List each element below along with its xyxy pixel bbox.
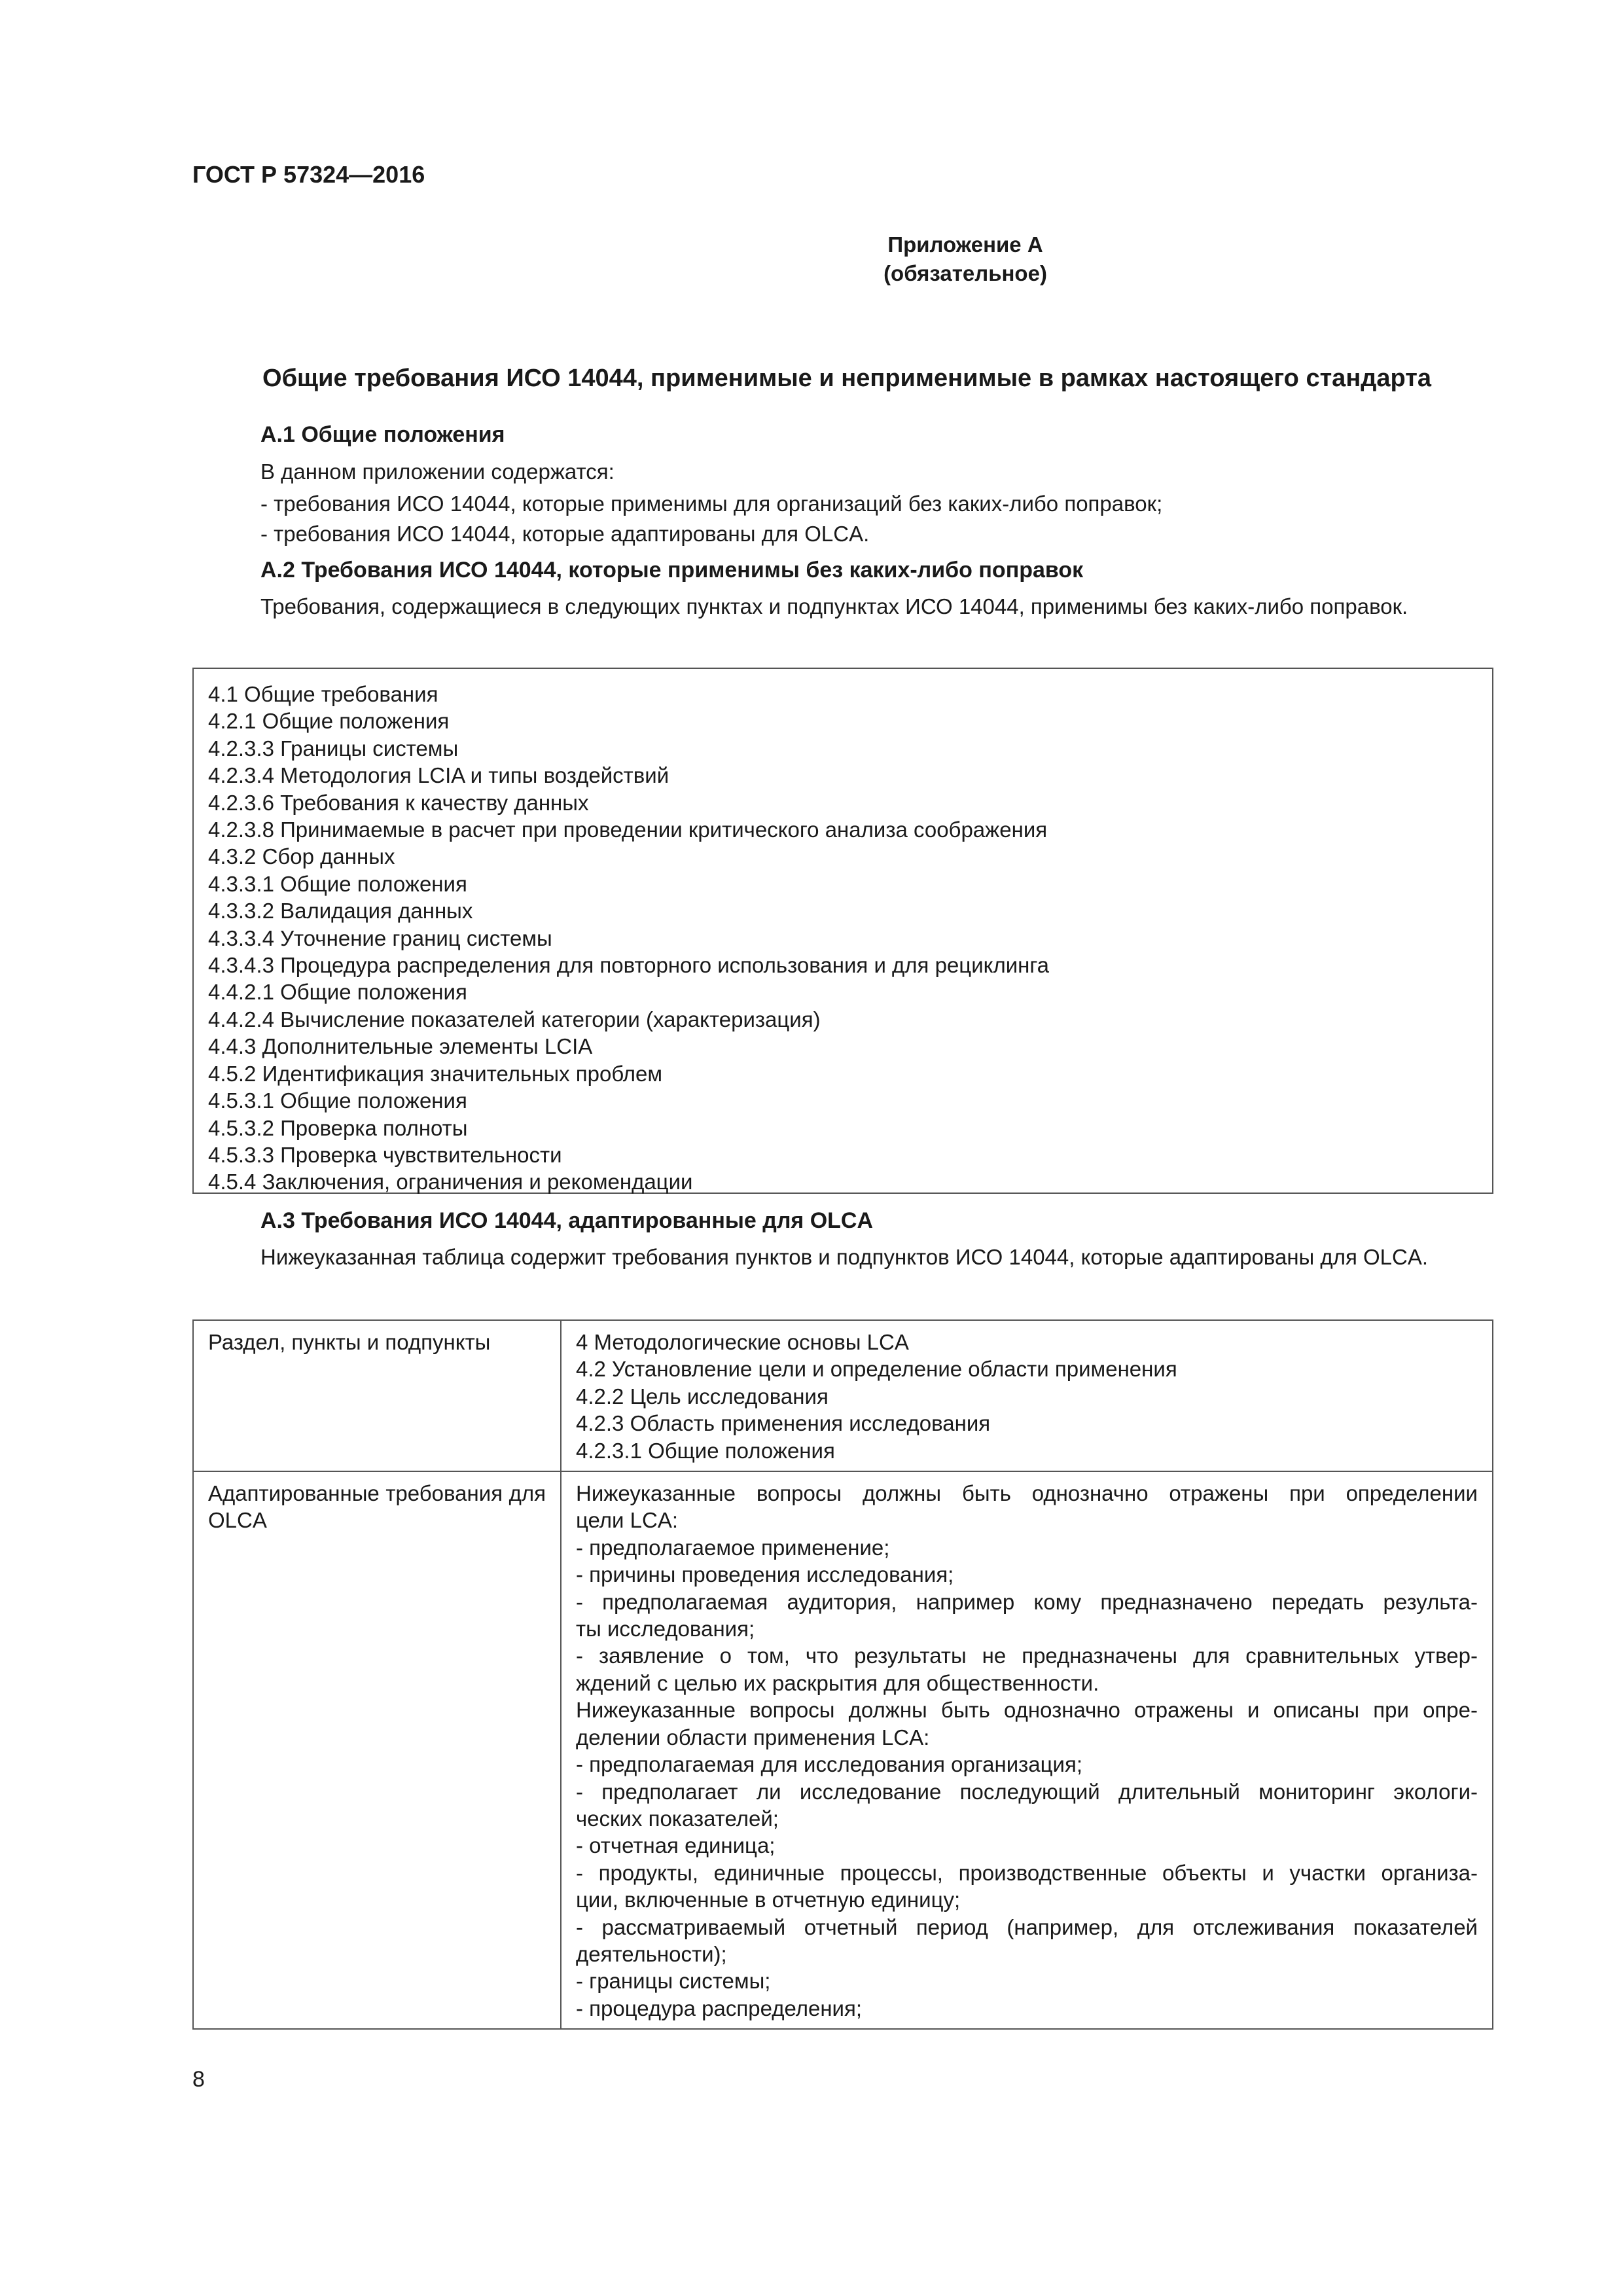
- list-item: - продукты, единичные процессы, производственные объекты и участки организа-: [576, 1860, 1478, 1885]
- list-item: 4.3.3.2 Валидация данных: [208, 899, 473, 924]
- section-a1-item-2: - требования ИСО 14044, которые адаптированы для OLCA.: [260, 522, 870, 546]
- list-item: 4.5.3.2 Проверка полноты: [208, 1115, 468, 1140]
- list-item: 4.2.3.3 Границы системы: [208, 736, 459, 761]
- section-a1-intro: В данном приложении содержатся:: [260, 459, 615, 484]
- section-a2-text: Требования, содержащиеся в следующих пунктах и подпунктах ИСО 14044, применимы без каких-либо поправок.: [260, 594, 1408, 619]
- list-item: 4.2 Установление цели и определение области применения: [576, 1357, 1177, 1382]
- list-item: 4.2.1 Общие положения: [208, 709, 450, 734]
- list-item: ждений с целью их раскрытия для общественности.: [576, 1670, 1099, 1695]
- section-a1-heading: А.1 Общие положения: [260, 422, 505, 447]
- list-item: 4.2.3.6 Требования к качеству данных: [208, 790, 589, 815]
- annex-title: Приложение А: [887, 232, 1043, 257]
- list-item: - предполагаемая для исследования организация;: [576, 1752, 1083, 1777]
- list-item: - рассматриваемый отчетный период (например, для отслеживания показателей: [576, 1914, 1478, 1939]
- table-row: [193, 1471, 1493, 2029]
- list-item: Нижеуказанные вопросы должны быть однозначно отражены и описаны при опре-: [576, 1698, 1478, 1723]
- annex-heading: Общие требования ИСО 14044, применимые и неприменимые в рамках настоящего стандарта: [262, 365, 1431, 392]
- list-item: 4.5.2 Идентификация значительных проблем: [208, 1061, 663, 1086]
- list-item: 4.5.3.1 Общие положения: [208, 1088, 467, 1113]
- list-item: делении области применения LCA:: [576, 1725, 930, 1749]
- section-a3-text: Нижеуказанная таблица содержит требования пунктов и подпунктов ИСО 14044, которые адаптированы для OLCA.: [260, 1245, 1429, 1269]
- list-item: ции, включенные в отчетную единицу;: [576, 1888, 961, 1912]
- table-cell-content: [561, 1320, 1493, 1471]
- table-row: [193, 1320, 1493, 1471]
- list-item: деятельности);: [576, 1941, 727, 1966]
- list-item: 4.4.2.1 Общие положения: [208, 980, 467, 1005]
- table-cell-label: Адаптированные требования для OLCA: [193, 1471, 561, 2029]
- list-item: - предполагаемое применение;: [576, 1535, 890, 1560]
- list-item: Нижеуказанные вопросы должны быть однозначно отражены при определении: [576, 1481, 1478, 1506]
- list-item: ческих показателей;: [576, 1806, 779, 1831]
- list-item: 4.4.3 Дополнительные элементы LCIA: [208, 1034, 593, 1059]
- section-a3-heading: А.3 Требования ИСО 14044, адаптированные для OLCA: [260, 1208, 874, 1233]
- list-item: 4.3.3.4 Уточнение границ системы: [208, 925, 552, 950]
- table-cell-content: [561, 1471, 1493, 2029]
- list-item: 4.3.2 Сбор данных: [208, 844, 395, 869]
- adapted-requirements-table: [192, 1319, 1493, 2030]
- list-item: 4.3.3.1 Общие положения: [208, 871, 467, 896]
- list-item: ты исследования;: [576, 1617, 755, 1641]
- section-a1-item-1: - требования ИСО 14044, которые применимы для организаций без каких-либо поправок;: [260, 492, 1163, 516]
- list-item: 4.1 Общие требования: [208, 682, 438, 706]
- list-item: - процедура распределения;: [576, 1996, 863, 2020]
- list-item: 4.2.3.1 Общие положения: [576, 1438, 835, 1463]
- list-item: 4.5.4 Заключения, ограничения и рекомендации: [208, 1170, 693, 1194]
- list-item: 4.2.3 Область применения исследования: [576, 1411, 991, 1436]
- list-item: 4.3.4.3 Процедура распределения для повторного использования и для рециклинга: [208, 953, 1050, 978]
- list-item: 4.2.3.8 Принимаемые в расчет при проведении критического анализа соображения: [208, 817, 1048, 842]
- list-item: - причины проведения исследования;: [576, 1562, 954, 1587]
- list-item: 4.2.2 Цель исследования: [576, 1384, 829, 1408]
- list-item: - границы системы;: [576, 1969, 771, 1994]
- list-item: 4.2.3.4 Методология LCIA и типы воздействий: [208, 763, 669, 788]
- table-cell-label: Раздел, пункты и подпункты: [193, 1320, 561, 1471]
- list-item: - предполагаемая аудитория, например кому предназначено передать результа-: [576, 1589, 1478, 1614]
- list-item: 4.5.3.3 Проверка чувствительности: [208, 1142, 562, 1167]
- page-number: 8: [192, 2067, 205, 2092]
- list-item: - заявление о том, что результаты не предназначены для сравнительных утвер-: [576, 1643, 1478, 1668]
- list-item: - предполагает ли исследование последующий длительный мониторинг экологи-: [576, 1779, 1478, 1804]
- document-id: ГОСТ Р 57324—2016: [192, 161, 425, 188]
- list-item: 4.4.2.4 Вычисление показателей категории (характеризация): [208, 1007, 821, 1031]
- clauses-list: [208, 681, 1492, 1196]
- list-item: цели LCA:: [576, 1508, 679, 1533]
- list-item: 4 Методологические основы LCA: [576, 1330, 909, 1354]
- section-a2-heading: А.2 Требования ИСО 14044, которые применимы без каких-либо поправок: [260, 558, 1084, 583]
- annex-status: (обязательное): [883, 261, 1047, 285]
- list-item: - отчетная единица;: [576, 1833, 776, 1858]
- clauses-box: [192, 668, 1493, 1194]
